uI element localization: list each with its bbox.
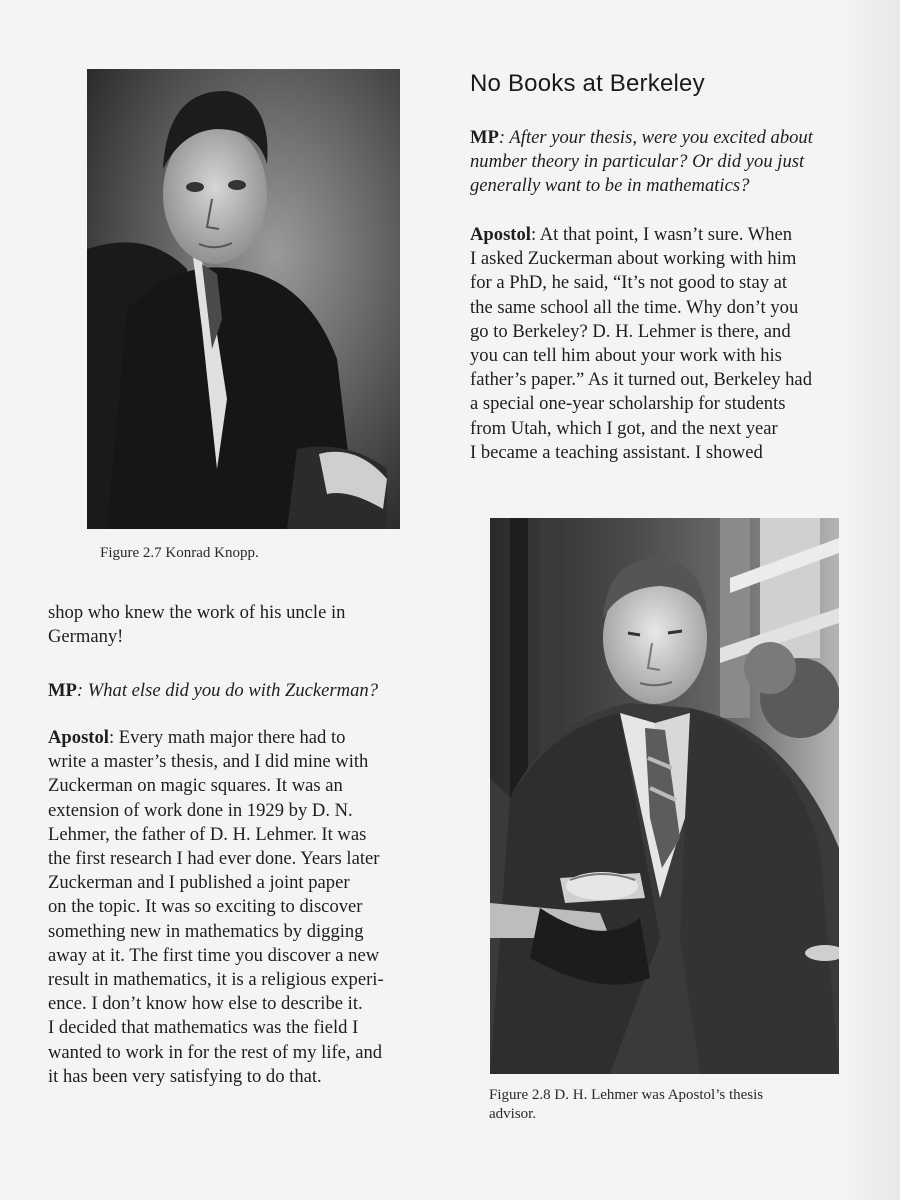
speaker-apostol: Apostol (48, 727, 109, 748)
figure-2-8-photo (490, 518, 839, 1074)
answer-1-line-5: go to Berkeley? D. H. Lehmer is there, and (470, 320, 791, 342)
answer-1-line-7: father’s paper.” As it turned out, Berkeley had (470, 369, 812, 391)
answer-1-line-2: I asked Zuckerman about working with him (470, 248, 797, 270)
answer-2-line-2: write a master’s thesis, and I did mine with (48, 751, 369, 773)
question-1-line-2: number theory in particular? Or did you just (470, 151, 805, 173)
speaker-mp: MP (48, 680, 77, 701)
answer-2-line-8: on the topic. It was so exciting to discover (48, 896, 363, 918)
section-heading: No Books at Berkeley (470, 70, 705, 97)
interview-answer-2 (48, 726, 448, 1089)
answer-1-line-8: a special one-year scholarship for students (470, 393, 786, 415)
answer-2-line-6: the first research I had ever done. Years later (48, 848, 380, 870)
figure-2-8-caption-line-2: advisor. (489, 1106, 537, 1122)
figure-2-7-photo (87, 69, 400, 529)
answer-1-line-10: I became a teaching assistant. I showed (470, 441, 763, 463)
answer-2-line-7: Zuckerman and I published a joint paper (48, 872, 350, 894)
figure-2-8-caption (489, 1086, 809, 1124)
answer-2-line-13: I decided that mathematics was the field I (48, 1017, 359, 1039)
speaker-apostol: Apostol (470, 224, 531, 245)
speaker-mp: MP (470, 127, 499, 148)
answer-2-line-10: away at it. The first time you discover a new (48, 944, 380, 966)
figure-2-8-caption-line-1: Figure 2.8 D. H. Lehmer was Apostol’s thesis (489, 1087, 764, 1103)
answer-1-line-9: from Utah, which I got, and the next year (470, 417, 778, 439)
answer-2-line-3: Zuckerman on magic squares. It was an (48, 775, 343, 797)
continued-line-2: Germany! (48, 626, 124, 648)
answer-2-line-14: wanted to work in for the rest of my life, and (48, 1041, 383, 1063)
question-1-line-1: MP: After your thesis, were you excited about (470, 127, 813, 148)
answer-2-line-11: result in mathematics, it is a religious experi- (48, 969, 384, 991)
answer-2-line-5: Lehmer, the father of D. H. Lehmer. It was (48, 823, 367, 845)
question-2-line-1: MP: What else did you do with Zuckerman? (48, 680, 378, 701)
answer-1-line-6: you can tell him about your work with his (470, 345, 782, 367)
figure-2-7-caption: Figure 2.7 Konrad Knopp. (100, 545, 259, 561)
interview-answer-1 (470, 223, 860, 465)
interview-question-2 (48, 679, 448, 703)
continued-line-1: shop who knew the work of his uncle in (48, 602, 346, 623)
answer-2-line-1: Apostol: Every math major there had to (48, 727, 346, 748)
answer-2-line-4: extension of work done in 1929 by D. N. (48, 799, 353, 821)
answer-1-line-3: for a PhD, he said, “It’s not good to stay at (470, 272, 788, 294)
interview-question-1 (470, 126, 860, 199)
answer-1-line-1: Apostol: At that point, I wasn’t sure. When (470, 224, 793, 245)
konrad-knopp-portrait (87, 69, 400, 529)
answer-1-line-4: the same school all the time. Why don’t you (470, 296, 799, 318)
answer-2-line-15: it has been very satisfying to do that. (48, 1065, 322, 1087)
question-1-line-3: generally want to be in mathematics? (470, 175, 750, 197)
answer-2-line-12: ence. I don’t know how else to describe it. (48, 993, 363, 1015)
continued-paragraph (48, 601, 448, 649)
dh-lehmer-photo (490, 518, 839, 1074)
answer-2-line-9: something new in mathematics by digging (48, 920, 364, 942)
